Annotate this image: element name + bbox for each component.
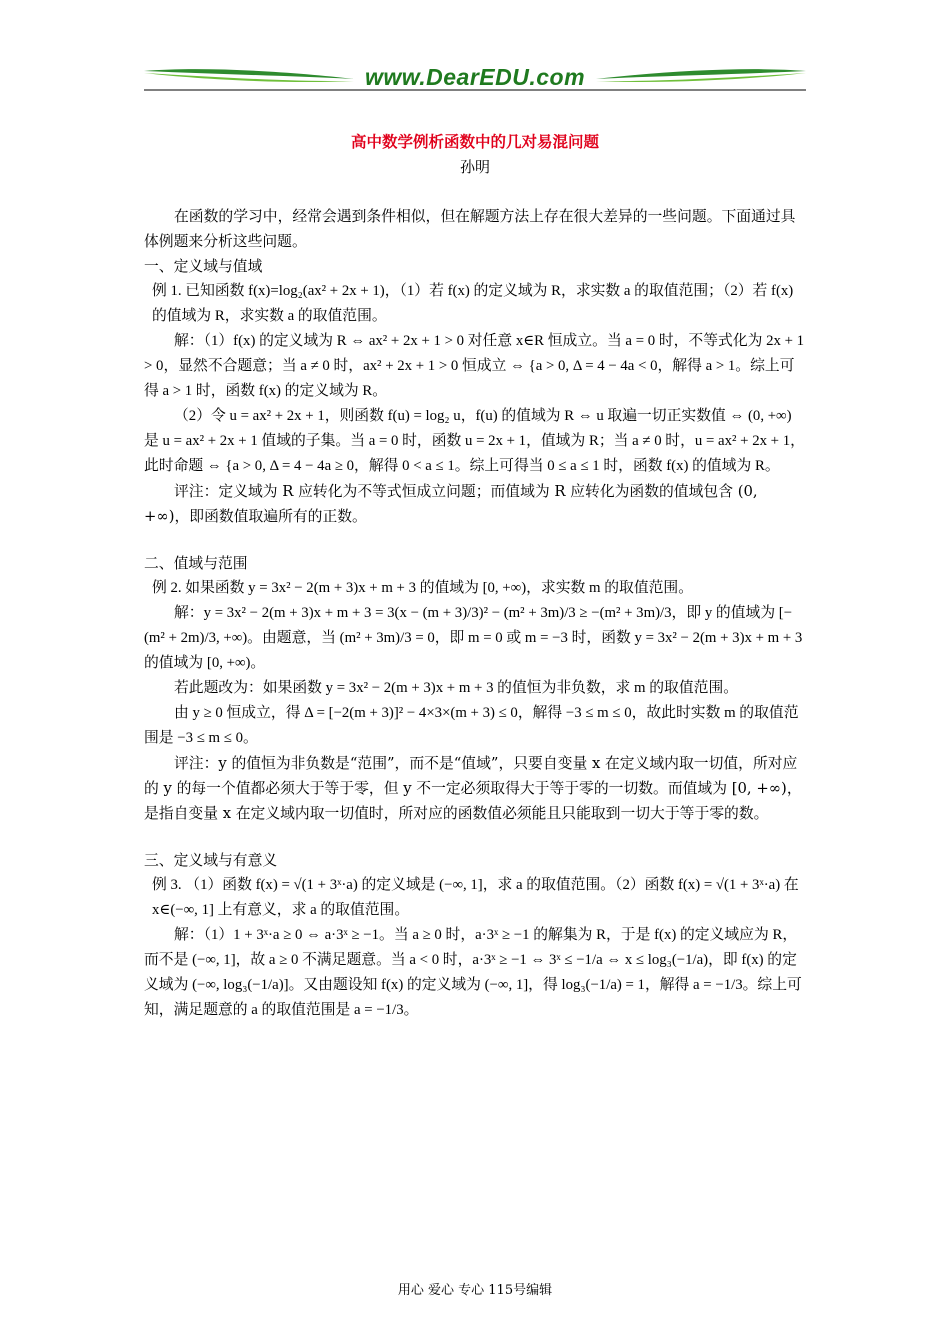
page-title: 高中数学例析函数中的几对易混问题 [350,132,599,151]
section-heading-1: 一、定义域与值域 [144,258,263,275]
example-1-solution-part1: 解：（1）f(x) 的定义域为 R ⇔ ax² + 2x + 1 > 0 对任意 x∈R 恒成立。当 a = 0 时，不等式化为 2x + 1 > 0，显然不合题意；当 a ≠ 0 时，ax² + 2x + 1 > 0 恒成立 ⇔ {a > 0, Δ = 4 − 4a < 0，解得 a > 1。综上可得 a > 1 时，函数 f(x) 的定义域为 R。 [144,333,805,399]
example-2-variant: 若此题改为：如果函数 y = 3x² − 2(m + 3)x + m + 3 的值恒为非负数，求 m 的取值范围。 [174,680,739,696]
section-heading-3: 三、定义域与有意义 [144,852,278,869]
site-logo: www.DearEDU.com [364,64,586,90]
example-3-problem: 例 3. （1）函数 f(x) = √(1 + 3ˣ·a) 的定义域是 (−∞, 1]，求 a 的取值范围。（2）函数 f(x) = √(1 + 3ˣ·a) 在 x∈(−∞, 1] 上有意义，求 a 的取值范围。 [152,877,799,918]
example-2-solution: 解：y = 3x² − 2(m + 3)x + m + 3 = 3(x − (m + 3)/3)² − (m² + 3m)/3 ≥ −(m² + 3m)/3，即 y 的值域为 [−(m² + 2m)/3, +∞)。由题意，当 (m² + 3m)/3 = 0，即 m = 0 或 m = −3 时，函数 y = 3x² − 2(m + 3)x + m + 3 的值域为 [0, +∞)。 [144,605,803,671]
page-footer: 用心 爱心 专心 115号编辑 [397,1283,553,1298]
site-banner [144,62,806,96]
example-2-variant-solution: 由 y ≥ 0 恒成立，得 Δ = [−2(m + 3)]² − 4×3×(m + 3) ≤ 0，解得 −3 ≤ m ≤ 0，故此时实数 m 的取值范围是 −3 ≤ m ≤ 0。 [144,705,799,746]
author-name: 孙明 [459,158,490,176]
article-body [144,204,806,1023]
example-3-solution: 解：（1）1 + 3ˣ·a ≥ 0 ⇔ a·3ˣ ≥ −1。当 a ≥ 0 时，a·3ˣ ≥ −1 的解集为 R，于是 f(x) 的定义域应为 R，而不是 (−∞, 1]，故 a ≥ 0 不满足题意。当 a < 0 时，a·3ˣ ≥ −1 ⇔ 3ˣ ≤ −1/a ⇔ x ≤ log₃(−1/a)，即 f(x) 的定义域为 (−∞, log₃(−1/a)]。又由题设知 f(x) 的定义域为 (−∞, 1]，得 log₃(−1/a) = 1，解得 a = −1/3。综上可知，满足题意的 a 的取值范围是 a = −1/3。 [144,927,802,1018]
intro-paragraph: 在函数的学习中，经常会遇到条件相似，但在解题方法上存在很大差异的一些问题。下面通过具体例题来分析这些问题。 [144,208,796,250]
example-1-problem: 例 1. 已知函数 f(x)=log₂(ax² + 2x + 1)，（1）若 f(x) 的定义域为 R，求实数 a 的取值范围；（2）若 f(x) 的值域为 R，求实数 a 的取值范围。 [152,283,794,324]
section-heading-2: 二、值域与范围 [144,555,248,572]
example-2-comment: 评注：y 的值恒为非负数是“范围”，而不是“值域”，只要自变量 x 在定义域内取一切值，所对应的 y 的每一个值都必须大于等于零，但 y 不一定必须取得大于等于零的一切数。而值域为 [0, +∞)，是指自变量 x 在定义域内取一切值时，所对应的函数值必须能且只能取到一切大于等于零的数。 [144,755,802,822]
example-2-problem: 例 2. 如果函数 y = 3x² − 2(m + 3)x + m + 3 的值域为 [0, +∞)，求实数 m 的取值范围。 [152,580,694,596]
example-1-comment: 评注：定义域为 R 应转化为不等式恒成立问题；而值域为 R 应转化为函数的值域包含 (0, +∞)，即函数值取遍所有的正数。 [144,483,758,525]
example-1-solution-part2: （2）令 u = ax² + 2x + 1，则函数 f(u) = log₂ u，f(u) 的值域为 R ⇔ u 取遍一切正实数值 ⇔ (0, +∞) 是 u = ax² + 2x + 1 值域的子集。当 a = 0 时，函数 u = 2x + 1，值域为 R；当 a ≠ 0 时，u = ax² + 2x + 1，此时命题 ⇔ {a > 0, Δ = 4 − 4a ≥ 0，解得 0 < a ≤ 1。综上可得当 0 ≤ a ≤ 1 时，函数 f(x) 的值域为 R。 [144,408,805,474]
